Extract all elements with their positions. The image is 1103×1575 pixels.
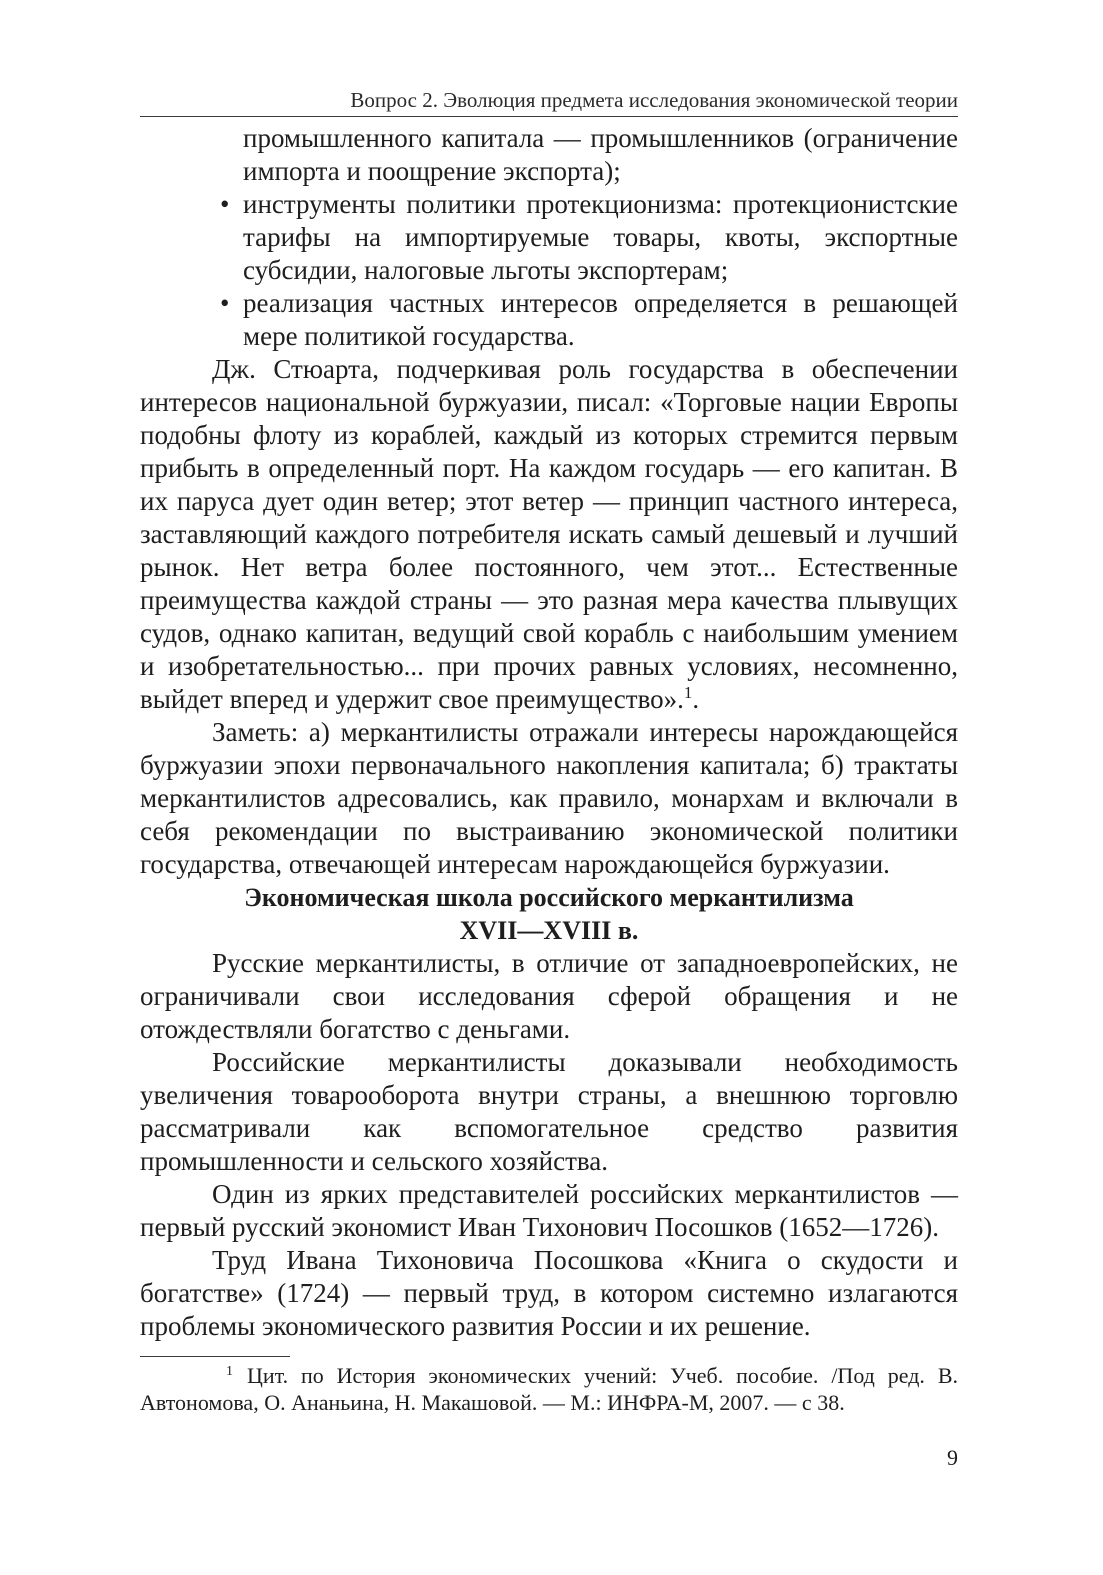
list-continuation: промышленного капитала — промышленников (ограничение импорта и поощрение экспорта); (243, 123, 958, 186)
footnote-rule (140, 1356, 290, 1357)
list-item (140, 188, 958, 287)
paragraph-text: Дж. Стюарта, подчеркивая роль государства в обеспечении интересов национальной буржуазии, писал: «Торговые нации Европы подобны флоту из кораблей, каждый из которых стремится первым прибыть в определенный порт. На каждом государь — его капитан. В их паруса дует один ветер; этот ветер — принцип частного интереса, заставляющий каждого потребителя искать самый дешевый и лучший рынок. Нет ветра более постоянного, чем этот... Естественные преимущества каждой страны — это разная мера качества плывущих судов, однако капитан, ведущий свой корабль с наибольшим умением и изобретательностью... при прочих равных условиях, несомненно, выйдет вперед и удержит свое преимущество». (140, 354, 958, 714)
running-header: Вопрос 2. Эволюция предмета исследования экономической теории (350, 88, 958, 112)
paragraph: Один из ярких представителей российских меркантилистов — первый русский экономист Иван Тихонович Посошков (1652—1726). (140, 1179, 958, 1242)
section-title (140, 881, 958, 947)
section-title-line: XVII—XVIII в. (459, 916, 639, 945)
bullet-icon: • (220, 288, 230, 318)
footnote-text: Цит. по История экономических учений: Учеб. пособие. /Под ред. В. Автономова, О. Ананьина, Н. Макашовой. — М.: ИНФРА-М, 2007. — с 38. (140, 1363, 958, 1415)
bullet-icon: • (220, 189, 230, 219)
list-item (140, 287, 958, 353)
header-rule (140, 116, 958, 117)
list-item-text: инструменты политики протекционизма: протекционистские тарифы на импортируемые товары, квоты, экспортные субсидии, налоговые льготы экспортерам; (243, 189, 958, 285)
page-body (140, 122, 958, 1343)
footnote-reference[interactable]: 1 (683, 683, 693, 702)
section-title-line: Экономическая школа российского меркантилизма (244, 883, 854, 912)
list-item-text: реализация частных интересов определяется в решающей мере политикой государства. (243, 288, 958, 351)
paragraph: Русские меркантилисты, в отличие от западноевропейских, не ограничивали свои исследования сферой обращения и не отождествляли богатство с деньгами. (140, 948, 958, 1044)
paragraph: Российские меркантилисты доказывали необходимость увеличения товарооборота внутри страны, а внешнюю торговлю рассматривали как вспомогательное средство развития промышленности и сельского хозяйства. (140, 1047, 958, 1176)
paragraph: Заметь: а) меркантилисты отражали интересы нарождающейся буржуазии эпохи первоначального накопления капитала; б) трактаты меркантилистов адресовались, как правило, монархам и включали в себя рекомендации по выстраиванию экономической политики государства, отвечающей интересам нарождающейся буржуазии. (140, 717, 958, 879)
footnote (140, 1362, 958, 1416)
paragraph-quote (140, 353, 958, 716)
paragraph: Труд Ивана Тихоновича Посошкова «Книга о скудости и богатстве» (1724) — первый труд, в котором системно излагаются проблемы экономического развития России и их решение. (140, 1245, 958, 1341)
footnote-mark: 1 (226, 1363, 233, 1379)
bullet-list (140, 188, 958, 353)
period: . (692, 684, 700, 714)
page-number: 9 (947, 1445, 958, 1470)
